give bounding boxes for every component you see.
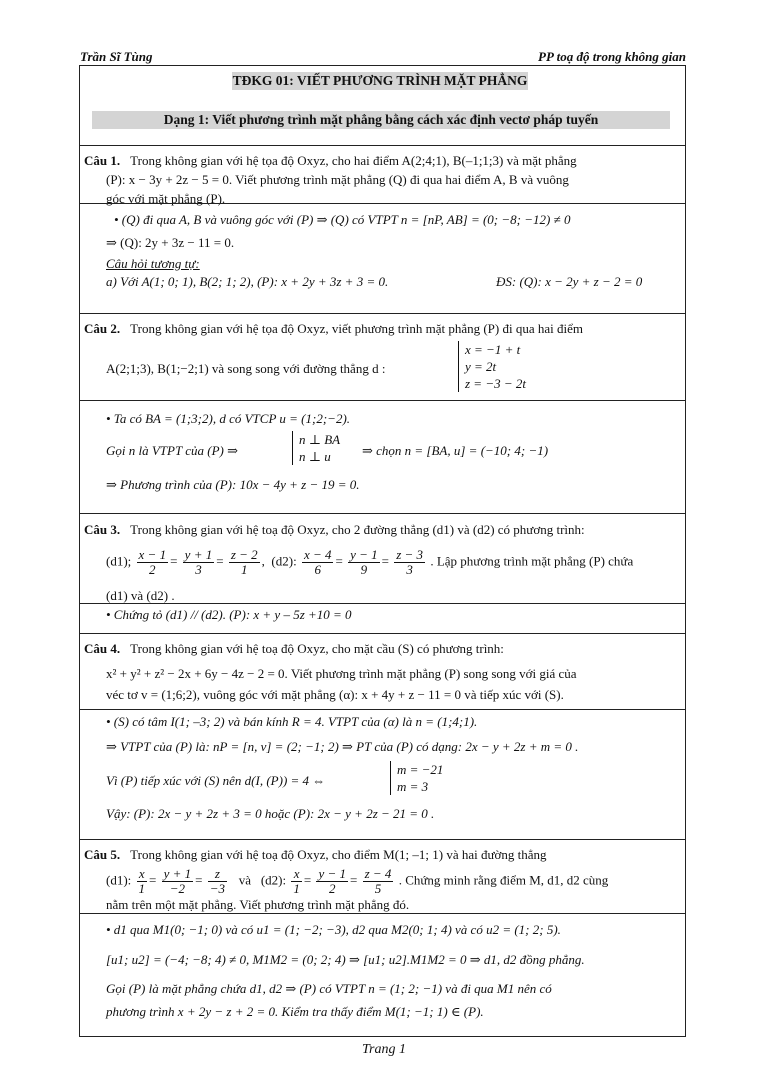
perp-cond-1: n ⊥ BA: [299, 432, 341, 447]
d1-frac-x-num: x − 1: [138, 547, 167, 562]
solution-2-line2b: ⇒ chọn n = [BA, u] = (−10; 4; −1): [362, 443, 549, 458]
solution-5-line1: • d1 qua M1(0; −1; 0) và có u1 = (1; −2; −3), d2 qua M2(0; 1; 4) và có u2 = (1; 2; 5).: [106, 922, 561, 937]
d2-frac-x-num: x − 4: [303, 547, 332, 562]
line-d-system: [458, 341, 526, 392]
page-title: TĐKG 01: VIẾT PHƯƠNG TRÌNH MẶT PHẲNG: [232, 73, 528, 88]
question-4-line3: véc tơ v = (1;6;2), vuông góc với mặt phẳng (α): x + 4y + z − 11 = 0 và tiếp xúc với (S).: [106, 687, 564, 702]
solution-3: [80, 603, 685, 626]
question-1-line2: (P): x − 3y + 2z − 5 = 0. Viết phương trình mặt phẳng (Q) đi qua hai điểm A, B và vuông: [106, 172, 569, 187]
q5-d2-label: (d2):: [260, 872, 287, 888]
question-4: [80, 633, 685, 710]
q5-d2-frac-y-den: 2: [328, 881, 336, 896]
d1-label: (d1);: [106, 553, 132, 569]
page-number: Trang 1: [362, 1042, 406, 1057]
q5-d1-frac-z-den: −3: [209, 881, 226, 896]
d2-frac-y-den: 9: [360, 562, 368, 577]
question-1-label: Câu 1.: [84, 153, 121, 168]
question-1-line1: Trong không gian với hệ tọa độ Oxyz, cho hai điểm A(2;4;1), B(–1;1;3) và mặt phẳng: [130, 153, 577, 168]
d1-frac-x-den: 2: [149, 562, 156, 577]
solution-5-line3: Gọi (P) là mặt phẳng chứa d1, d2 ⇒ (P) có VTPT n = (1; 2; −1) và đi qua M1 nên có: [106, 981, 552, 996]
m-solutions: [390, 761, 443, 795]
system-eq-x: x = −1 + t: [465, 342, 521, 357]
section-subtitle: Dạng 1: Viết phương trình mặt phẳng bằng cách xác định vectơ pháp tuyến: [92, 111, 670, 129]
solution-2-line3: ⇒ Phương trình của (P): 10x − 4y + z − 19 = 0.: [106, 477, 360, 492]
solution-2-line1: • Ta có BA = (1;3;2), d có VTCP u = (1;2;−2).: [106, 411, 351, 426]
d2-frac-z-num: z − 3: [396, 547, 424, 562]
q5-d1-frac-y-den: −2: [169, 881, 186, 896]
question-5: [80, 839, 685, 914]
perp-cond-2: n ⊥ u: [299, 449, 331, 464]
solution-5-line2: [u1; u2] = (−4; −8; 4) ≠ 0, M1M2 = (0; 2; 4) ⇒ [u1; u2].M1M2 = 0 ⇒ d1, d2 đồng phẳng.: [106, 952, 585, 967]
d1-frac-y-den: 3: [195, 562, 202, 577]
question-5-line1: Trong không gian với hệ toạ độ Oxyz, cho điểm M(1; –1; 1) và hai đường thẳng: [130, 847, 547, 862]
q5-d1-frac-x-num: x: [137, 867, 148, 882]
d2-frac-x-den: 6: [314, 562, 321, 577]
q5-d2-frac-x-num: x: [291, 867, 302, 882]
question-3-line1: Trong không gian với hệ toạ độ Oxyz, cho 2 đường thẳng (d1) và (d2) có phương trình:: [130, 522, 585, 537]
question-4-label: Câu 4.: [84, 641, 121, 656]
question-4-line2: x² + y² + z² − 2x + 6y − 4z − 2 = 0. Viết phương trình mặt phẳng (P) song song với giá của: [106, 666, 577, 681]
solution-4-line4: Vậy: (P): 2x − y + 2z + 3 = 0 hoặc (P): 2x − y + 2z − 21 = 0 .: [106, 806, 435, 821]
q5-d2-frac-y-num: y − 1: [318, 866, 346, 881]
solution-2: [80, 400, 685, 505]
q5-d2-frac-z-num: z − 4: [364, 866, 392, 881]
d1-frac-z-den: 1: [240, 562, 248, 577]
question-5-line2b: . Chứng minh rằng điểm M, d1, d2 cùng: [398, 872, 609, 888]
question-2-line2: A(2;1;3), B(1;−2;1) và song song với đường thẳng d :: [106, 361, 386, 376]
question-3-line2b: . Lập phương trình mặt phẳng (P) chứa: [430, 553, 634, 569]
content-frame: [79, 65, 686, 1037]
question-5-line3: nằm trên một mặt phẳng. Viết phương trình mặt phẳng đó.: [106, 897, 410, 912]
question-3-equations: (d1); $\frac{x - 1}{2}$ = $\frac{y + 1}{3}$ = $\frac{z - 2}{1}$ , (d2): $\frac{x - 4}{6}$ = $\frac{y - 1}{9}$ = $\frac{z - 3}{3}$ . Lập phương trình mặt phẳng (P) chứa: [106, 547, 634, 577]
system-eq-y: y = 2t: [465, 359, 497, 374]
q5-d2-frac-z-den: 5: [374, 881, 382, 896]
d2-frac-z-den: 3: [406, 562, 413, 577]
solution-3-line1: • Chứng tỏ (d1) // (d2). (P): x + y – 5z +10 = 0: [106, 607, 352, 622]
d1-frac-y-num: y + 1: [184, 547, 213, 562]
q5-d1-frac-z-num: z: [208, 867, 227, 882]
question-2-label: Câu 2.: [84, 321, 121, 336]
q5-d1-label: (d1):: [106, 872, 132, 888]
header-topic: PP toạ độ trong không gian: [538, 49, 686, 64]
solution-1-line1: • (Q) đi qua A, B và vuông góc với (P) ⇒ (Q) có VTPT n = [nP, AB] = (0; −8; −12) ≠ 0: [114, 212, 571, 227]
d2-label: (d2):: [271, 553, 297, 569]
question-1-line3: góc với mặt phẳng (P).: [106, 191, 226, 206]
d2-frac-y-num: y − 1: [350, 547, 378, 562]
question-2: [80, 313, 685, 401]
solution-1: [80, 203, 685, 303]
question-5-label: Câu 5.: [84, 847, 121, 862]
q5-d2-frac-x-den: 1: [293, 881, 300, 896]
and-word: và: [238, 872, 252, 888]
solution-4: [80, 709, 685, 833]
solution-5-line4: phương trình x + 2y − z + 2 = 0. Kiểm tra thấy điểm M(1; −1; 1) ∈ (P).: [106, 1004, 484, 1019]
similar-questions-label: Câu hỏi tương tự:: [106, 256, 200, 271]
solution-2-line2a: Gọi n là VTPT của (P) ⇒: [106, 443, 238, 458]
m-value-1: m = −21: [397, 762, 444, 777]
q5-d1-frac-x-den: 1: [138, 881, 146, 896]
question-2-line1: Trong không gian với hệ tọa độ Oxyz, viết phương trình mặt phẳng (P) đi qua hai điểm: [130, 321, 583, 336]
question-3-label: Câu 3.: [84, 522, 121, 537]
question-1: [80, 145, 685, 204]
similar-answer-a: ĐS: (Q): x − 2y + z − 2 = 0: [496, 274, 643, 289]
solution-1-line2: ⇒ (Q): 2y + 3z − 11 = 0.: [106, 235, 235, 250]
header-author: Trần Sĩ Tùng: [80, 49, 153, 64]
system-eq-z: z = −3 − 2t: [465, 376, 526, 391]
question-4-line1: Trong không gian với hệ toạ độ Oxyz, cho mặt cầu (S) có phương trình:: [130, 641, 504, 656]
solution-5: [80, 913, 685, 1034]
similar-question-a: a) Với A(1; 0; 1), B(2; 1; 2), (P): x + 2y + 3z + 3 = 0.: [106, 274, 389, 289]
question-3-line3: (d1) và (d2) .: [106, 588, 175, 603]
solution-4-line2: ⇒ VTPT của (P) là: nP = [n, v] = (2; −1; 2) ⇒ PT của (P) có dạng: 2x − y + 2z + m = 0 .: [106, 739, 579, 754]
question-5-equations: (d1): $\frac{x}{1}$ = $\frac{y + 1}{-2}$ = $\frac{z}{-3}$ và (d2): $\frac{x}{1}$ = $\frac{y - 1}{2}$ = $\frac{z - 4}{5}$ . Chứng minh rằng điểm M, d1, d2 cùng: [106, 866, 609, 896]
q5-d1-frac-y-num: y + 1: [163, 866, 192, 881]
question-3: [80, 513, 685, 604]
d1-frac-z-num: z − 2: [230, 547, 258, 562]
solution-4-line1: • (S) có tâm I(1; –3; 2) và bán kính R = 4. VTPT của (α) là n = (1;4;1).: [106, 714, 478, 729]
m-value-2: m = 3: [397, 779, 429, 794]
solution-4-line3a: Vì (P) tiếp xúc với (S) nên d(I, (P)) = 4 ⇔: [106, 773, 326, 788]
perpendicular-system: [292, 431, 340, 465]
page-header: [80, 47, 686, 67]
